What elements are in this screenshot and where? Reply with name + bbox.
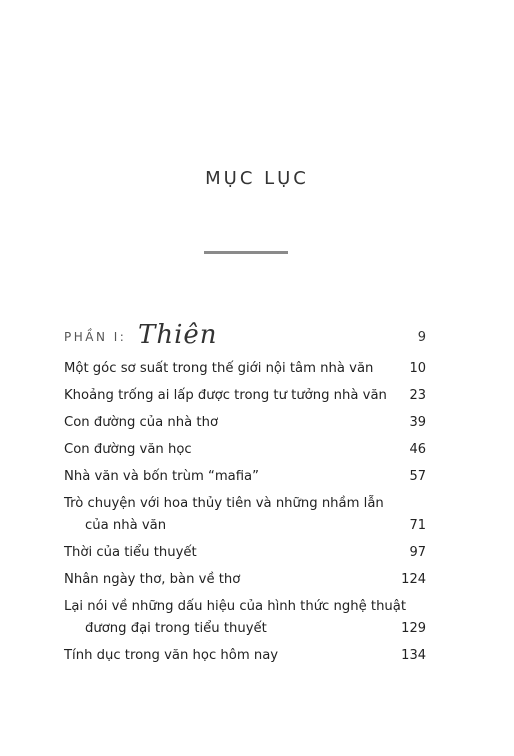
entry-page-number: 134 <box>401 648 426 663</box>
entry-title: Nhân ngày thơ, bàn về thơ <box>64 572 241 587</box>
part-heading[interactable] <box>64 322 426 354</box>
entry-title: Con đường của nhà thơ <box>64 415 219 430</box>
entry-page-number: 46 <box>409 442 426 457</box>
entry-page-number: 129 <box>401 621 426 636</box>
toc-entry[interactable] <box>64 466 426 488</box>
page-title: MỤC LỤC <box>205 168 309 189</box>
entry-title: Con đường văn học <box>64 442 192 457</box>
toc-entry[interactable] <box>64 596 426 640</box>
toc-entry[interactable] <box>64 358 426 380</box>
entry-title-continued: đương đại trong tiểu thuyết <box>85 621 267 636</box>
entry-page-number: 23 <box>409 388 426 403</box>
entry-page-number: 124 <box>401 572 426 587</box>
entry-page-number: 97 <box>409 545 426 560</box>
entry-page-number: 39 <box>409 415 426 430</box>
toc-entry[interactable] <box>64 645 426 667</box>
part-label: PHẦN I: <box>64 330 127 344</box>
entry-title-continued: của nhà văn <box>85 518 167 533</box>
toc-entry[interactable] <box>64 412 426 434</box>
toc-entry[interactable] <box>64 569 426 591</box>
toc-entry[interactable] <box>64 439 426 461</box>
toc-entry[interactable] <box>64 385 426 407</box>
entry-title: Trò chuyện với hoa thủy tiên và những nhầm lẫn <box>64 496 384 511</box>
entry-page-number: 57 <box>409 469 426 484</box>
entry-title: Thời của tiểu thuyết <box>64 545 197 560</box>
entry-title: Nhà văn và bốn trùm “mafia” <box>64 469 259 484</box>
entry-title: Khoảng trống ai lấp được trong tư tưởng nhà văn <box>64 388 387 403</box>
part-page-number: 9 <box>417 330 426 345</box>
toc-entry[interactable] <box>64 493 426 537</box>
title-divider <box>204 251 288 254</box>
part-title: Thiên <box>138 320 218 350</box>
entry-title: Một góc sơ suất trong thế giới nội tâm nhà văn <box>64 361 374 376</box>
entry-title: Lại nói về những dấu hiệu của hình thức nghệ thuật <box>64 599 407 614</box>
toc-entry[interactable] <box>64 542 426 564</box>
entry-page-number: 71 <box>409 518 426 533</box>
entry-title: Tính dục trong văn học hôm nay <box>64 648 279 663</box>
entry-page-number: 10 <box>409 361 426 376</box>
